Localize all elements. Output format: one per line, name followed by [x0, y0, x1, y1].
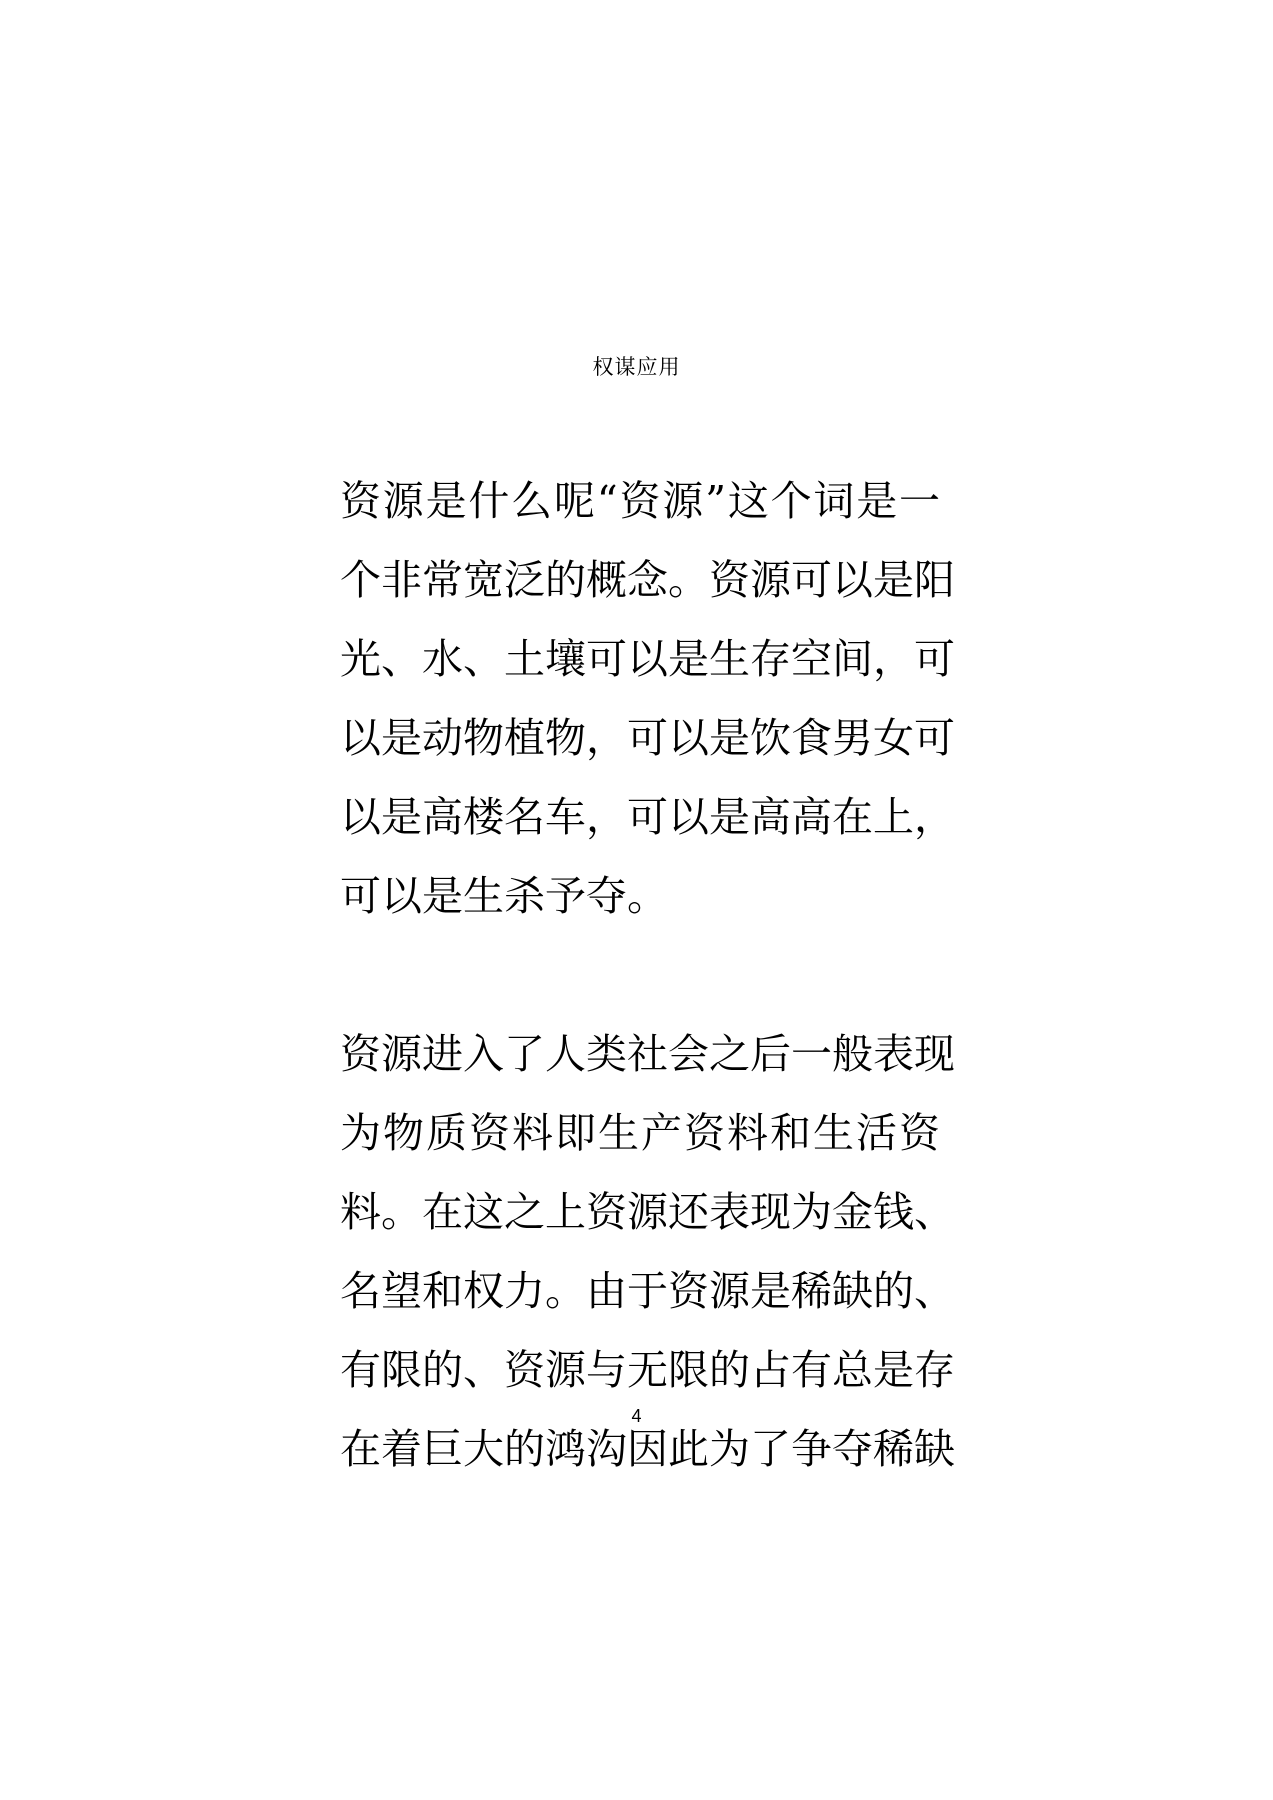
text-line: 资源进入了人类社会之后一般表现: [340, 1030, 955, 1078]
text-line: 在着巨大的鸿沟因此为了争夺稀缺: [340, 1425, 955, 1473]
body-text: [340, 462, 955, 1489]
text-line: 名望和权力。由于资源是稀缺的、: [340, 1267, 955, 1315]
text-line: 有限的、资源与无限的占有总是存: [340, 1346, 955, 1394]
text-line: 以是动物植物，可以是饮食男女可: [340, 714, 955, 762]
text-line: 资源是什么呢“资源”这个词是一: [340, 477, 940, 525]
running-header: 权谋应用: [592, 355, 681, 379]
text-line: 个非常宽泛的概念。资源可以是阳: [340, 556, 955, 604]
paragraph-1: [340, 462, 955, 936]
page-number: 4: [631, 1406, 642, 1426]
text-line: 光、水、土壤可以是生存空间，可: [340, 635, 955, 683]
text-line: 以是高楼名车，可以是高高在上，: [340, 793, 955, 841]
text-line: 可以是生杀予夺。: [340, 872, 668, 920]
text-line: 为物质资料即生产资料和生活资: [340, 1109, 940, 1157]
paragraph-spacer: [340, 936, 940, 1015]
text-line: 料。在这之上资源还表现为金钱、: [340, 1188, 955, 1236]
